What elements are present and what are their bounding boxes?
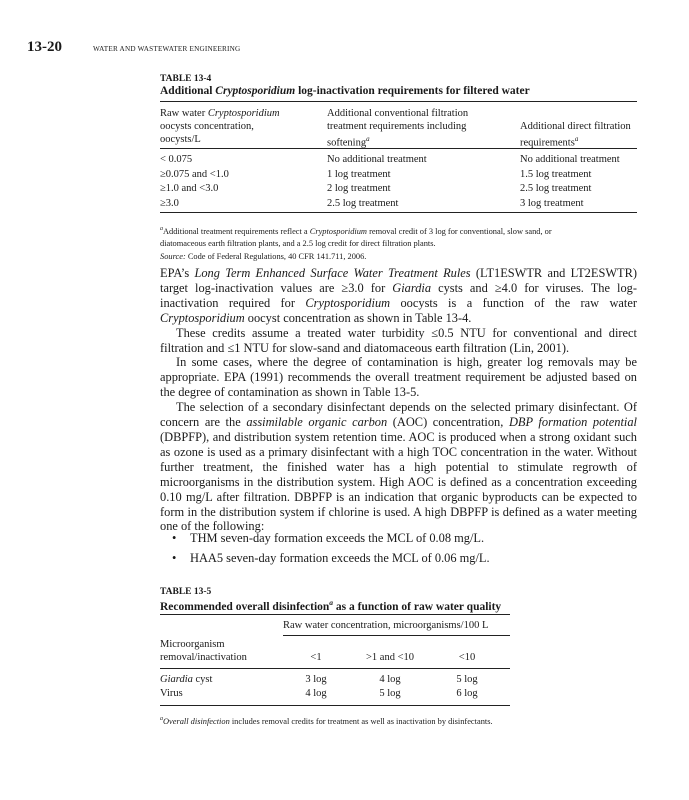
table-13-5-row-header: Microorganism removal/inactivation bbox=[160, 639, 247, 663]
table-13-4-label: TABLE 13-4 bbox=[160, 74, 212, 84]
page-number: 13-20 bbox=[27, 39, 62, 55]
table-13-5-bottom-rule bbox=[160, 705, 510, 706]
table-13-5-caption: Recommended overall disinfection$^a$ as a function of raw water quality bbox=[160, 598, 502, 613]
table-13-5-col-header: <1 bbox=[310, 652, 322, 663]
body-text bbox=[160, 266, 637, 534]
paragraph-3: In some cases, where the degree of contamination is high, greater log removals may be appropriate. EPA (1991) recommends the overall treatment requirement be adjusted based on the degree of contamination as shown in Table 13-5. bbox=[160, 355, 637, 400]
table-row: ≥3.0 2.5 log treatment 3 log treatment bbox=[160, 197, 584, 209]
paragraph-2: These credits assume a treated water turbidity ≤0.5 NTU for conventional and direct filtration and ≤1 NTU for slow-sand and diatomaceous earth filtration (Lin, 2001). bbox=[160, 325, 637, 355]
table-13-4-header-rule bbox=[160, 148, 637, 149]
table-13-4-footnote: $^a$Additional treatment requirements reflect a Cryptosporidium removal credit of 3 log for conventional, slow sand, or diatomaceous earth filtration plants, and a 2.5 log credit for direct filtration plants. Source: Code of Federal Regulations, 40 CFR 141.711, 2006. bbox=[160, 226, 552, 261]
bullet-item: • HAA5 seven-day formation exceeds the MCL of 0.06 mg/L. bbox=[172, 551, 490, 565]
table-13-5-col-header: >1 and <10 bbox=[365, 652, 414, 663]
table-13-4-body bbox=[160, 153, 637, 211]
table-13-5-label: TABLE 13-5 bbox=[160, 587, 212, 597]
table-row: Virus 4 log 5 log 6 log bbox=[160, 688, 478, 699]
paragraph-4: The selection of a secondary disinfectant depends on the selected primary disinfectant. Of concern are the assimilable organic carbon (AOC) concentration, DBP formation potential (DBPFP), and distribution system retention time. AOC is produced when a strong oxidant such as ozone is used as a primary disinfectant with a high TOC concentration in the water. Without further treatment, the finished water has a high potential to stimulate regrowth of microorganisms in the distribution system. High AOC is defined as a concentration exceeding 0.10 mg/L after filtration. DBPFP is an indication that organic byproducts can be expected to form in the distribution system if chlorine is used. A high DBPFP is defined as a water meeting one of the following: bbox=[160, 400, 637, 534]
table-row: < 0.075 No additional treatment No additional treatment bbox=[160, 154, 620, 165]
table-13-4-top-rule bbox=[160, 101, 637, 102]
table-13-5-footnote: $^a$Overall disinfection includes removal credits for treatment as well as inactivation by disinfectants. bbox=[160, 716, 493, 726]
table-13-5-col-header: <10 bbox=[458, 652, 476, 663]
bullet-item: • THM seven-day formation exceeds the MCL of 0.08 mg/L. bbox=[172, 531, 485, 545]
table-row: Giardia cyst 3 log 4 log 5 log bbox=[160, 674, 478, 685]
table-13-4-bottom-rule bbox=[160, 212, 637, 213]
table-13-5-span-rule bbox=[283, 635, 510, 636]
table-13-4-header-col1: Raw water Cryptosporidium oocysts concentration, oocysts/L bbox=[160, 108, 280, 145]
table-13-4-caption: Additional Cryptosporidium log-inactivation requirements for filtered water bbox=[160, 85, 530, 97]
table-13-4-header-col3: Additional direct filtration requirements$^a$ bbox=[520, 121, 631, 149]
table-13-5-span-header: Raw water concentration, microorganisms/100 L bbox=[283, 620, 489, 631]
paragraph-1: EPA’s Long Term Enhanced Surface Water Treatment Rules (LT1ESWTR and LT2ESWTR) target log-inactivation values are ≥3.0 for Giardia cysts and ≥4.0 for viruses. The log-inactivation required for Cryptosporidium oocysts is a function of the raw water Cryptosporidium oocyst concentration as shown in Table 13-4. bbox=[160, 266, 638, 325]
table-13-5-header-rule bbox=[160, 668, 510, 669]
table-row: ≥1.0 and <3.0 2 log treatment 2.5 log treatment bbox=[160, 183, 592, 194]
table-13-5-top-rule bbox=[160, 614, 510, 615]
table-13-4-header-col2: Additional conventional filtration treatment requirements including softening$^a$ bbox=[327, 108, 469, 149]
running-title: WATER AND WASTEWATER ENGINEERING bbox=[93, 45, 241, 53]
table-row: ≥0.075 and <1.0 1 log treatment 1.5 log treatment bbox=[160, 168, 592, 180]
